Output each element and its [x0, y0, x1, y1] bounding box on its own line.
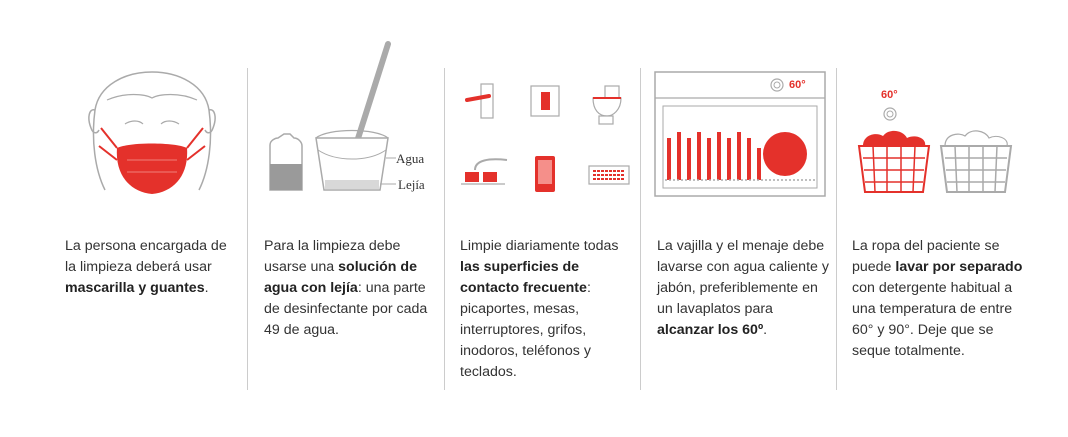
face-mask-icon — [55, 0, 240, 230]
caption-emphasis: solución de agua con lejía — [264, 259, 417, 296]
panel-bleach — [248, 0, 444, 437]
faucet-icon — [461, 159, 507, 184]
caption-emphasis: las superficies de contacto frecuente — [460, 259, 587, 296]
water-label: Agua — [396, 151, 425, 166]
caption-text: . — [204, 280, 209, 296]
caption-text: : una parte de desinfectante por cada 49 de agua. — [264, 280, 428, 338]
caption-emphasis: lavar por separado — [895, 259, 1023, 275]
mask-illustration — [55, 0, 240, 230]
keyboard-icon — [589, 166, 629, 184]
caption-text: . — [763, 322, 768, 338]
phone-icon — [535, 156, 555, 192]
panel-mask — [55, 0, 240, 437]
caption-text: Para la limpieza debe usarse una — [264, 238, 401, 275]
bleach-label: Lejía — [398, 177, 425, 192]
panel-dishes — [641, 0, 836, 437]
light-switch-icon — [531, 86, 559, 116]
caption-emphasis: mascarilla y guantes — [65, 280, 205, 296]
red-basket-icon — [859, 146, 929, 192]
caption-text: Limpie diariamente todas — [460, 238, 619, 254]
bleach-illustration — [248, 0, 444, 230]
caption-text: La vajilla y el menaje debe lavarse con agua caliente y jabón, preferiblemente en un lavaplatos para — [657, 238, 829, 317]
caption-mask — [65, 236, 235, 299]
laundry-baskets-icon — [837, 0, 1047, 230]
caption-text: con detergente habitual a una temperatura de entre 60° y 90°. Deje que se seque totalmente. — [852, 280, 1013, 359]
caption-emphasis: alcanzar los 60º — [657, 322, 764, 338]
caption-text: La persona encargada de la limpieza deberá usar — [65, 238, 227, 275]
door-handle-icon — [467, 84, 493, 118]
dishwasher-icon — [641, 0, 836, 230]
white-basket-icon — [941, 146, 1011, 192]
surfaces-icons — [445, 0, 640, 230]
dishwasher-illustration — [641, 0, 836, 230]
caption-surfaces — [460, 236, 632, 383]
caption-dishes — [657, 236, 832, 341]
laundry-illustration — [837, 0, 1047, 230]
bucket-bleach-icon — [248, 0, 444, 230]
caption-bleach — [264, 236, 436, 341]
caption-text: La ropa del paciente se puede — [852, 238, 1000, 275]
laundry-temperature: 60° — [881, 89, 898, 101]
caption-laundry — [852, 236, 1027, 362]
caption-text: : picaportes, mesas, interruptores, grifos, inodoros, teléfonos y teclados. — [460, 280, 591, 380]
dishwasher-temperature: 60° — [789, 79, 806, 91]
surfaces-illustration — [445, 0, 640, 230]
panel-laundry — [837, 0, 1047, 437]
panel-surfaces — [445, 0, 640, 437]
toilet-icon — [593, 86, 621, 124]
